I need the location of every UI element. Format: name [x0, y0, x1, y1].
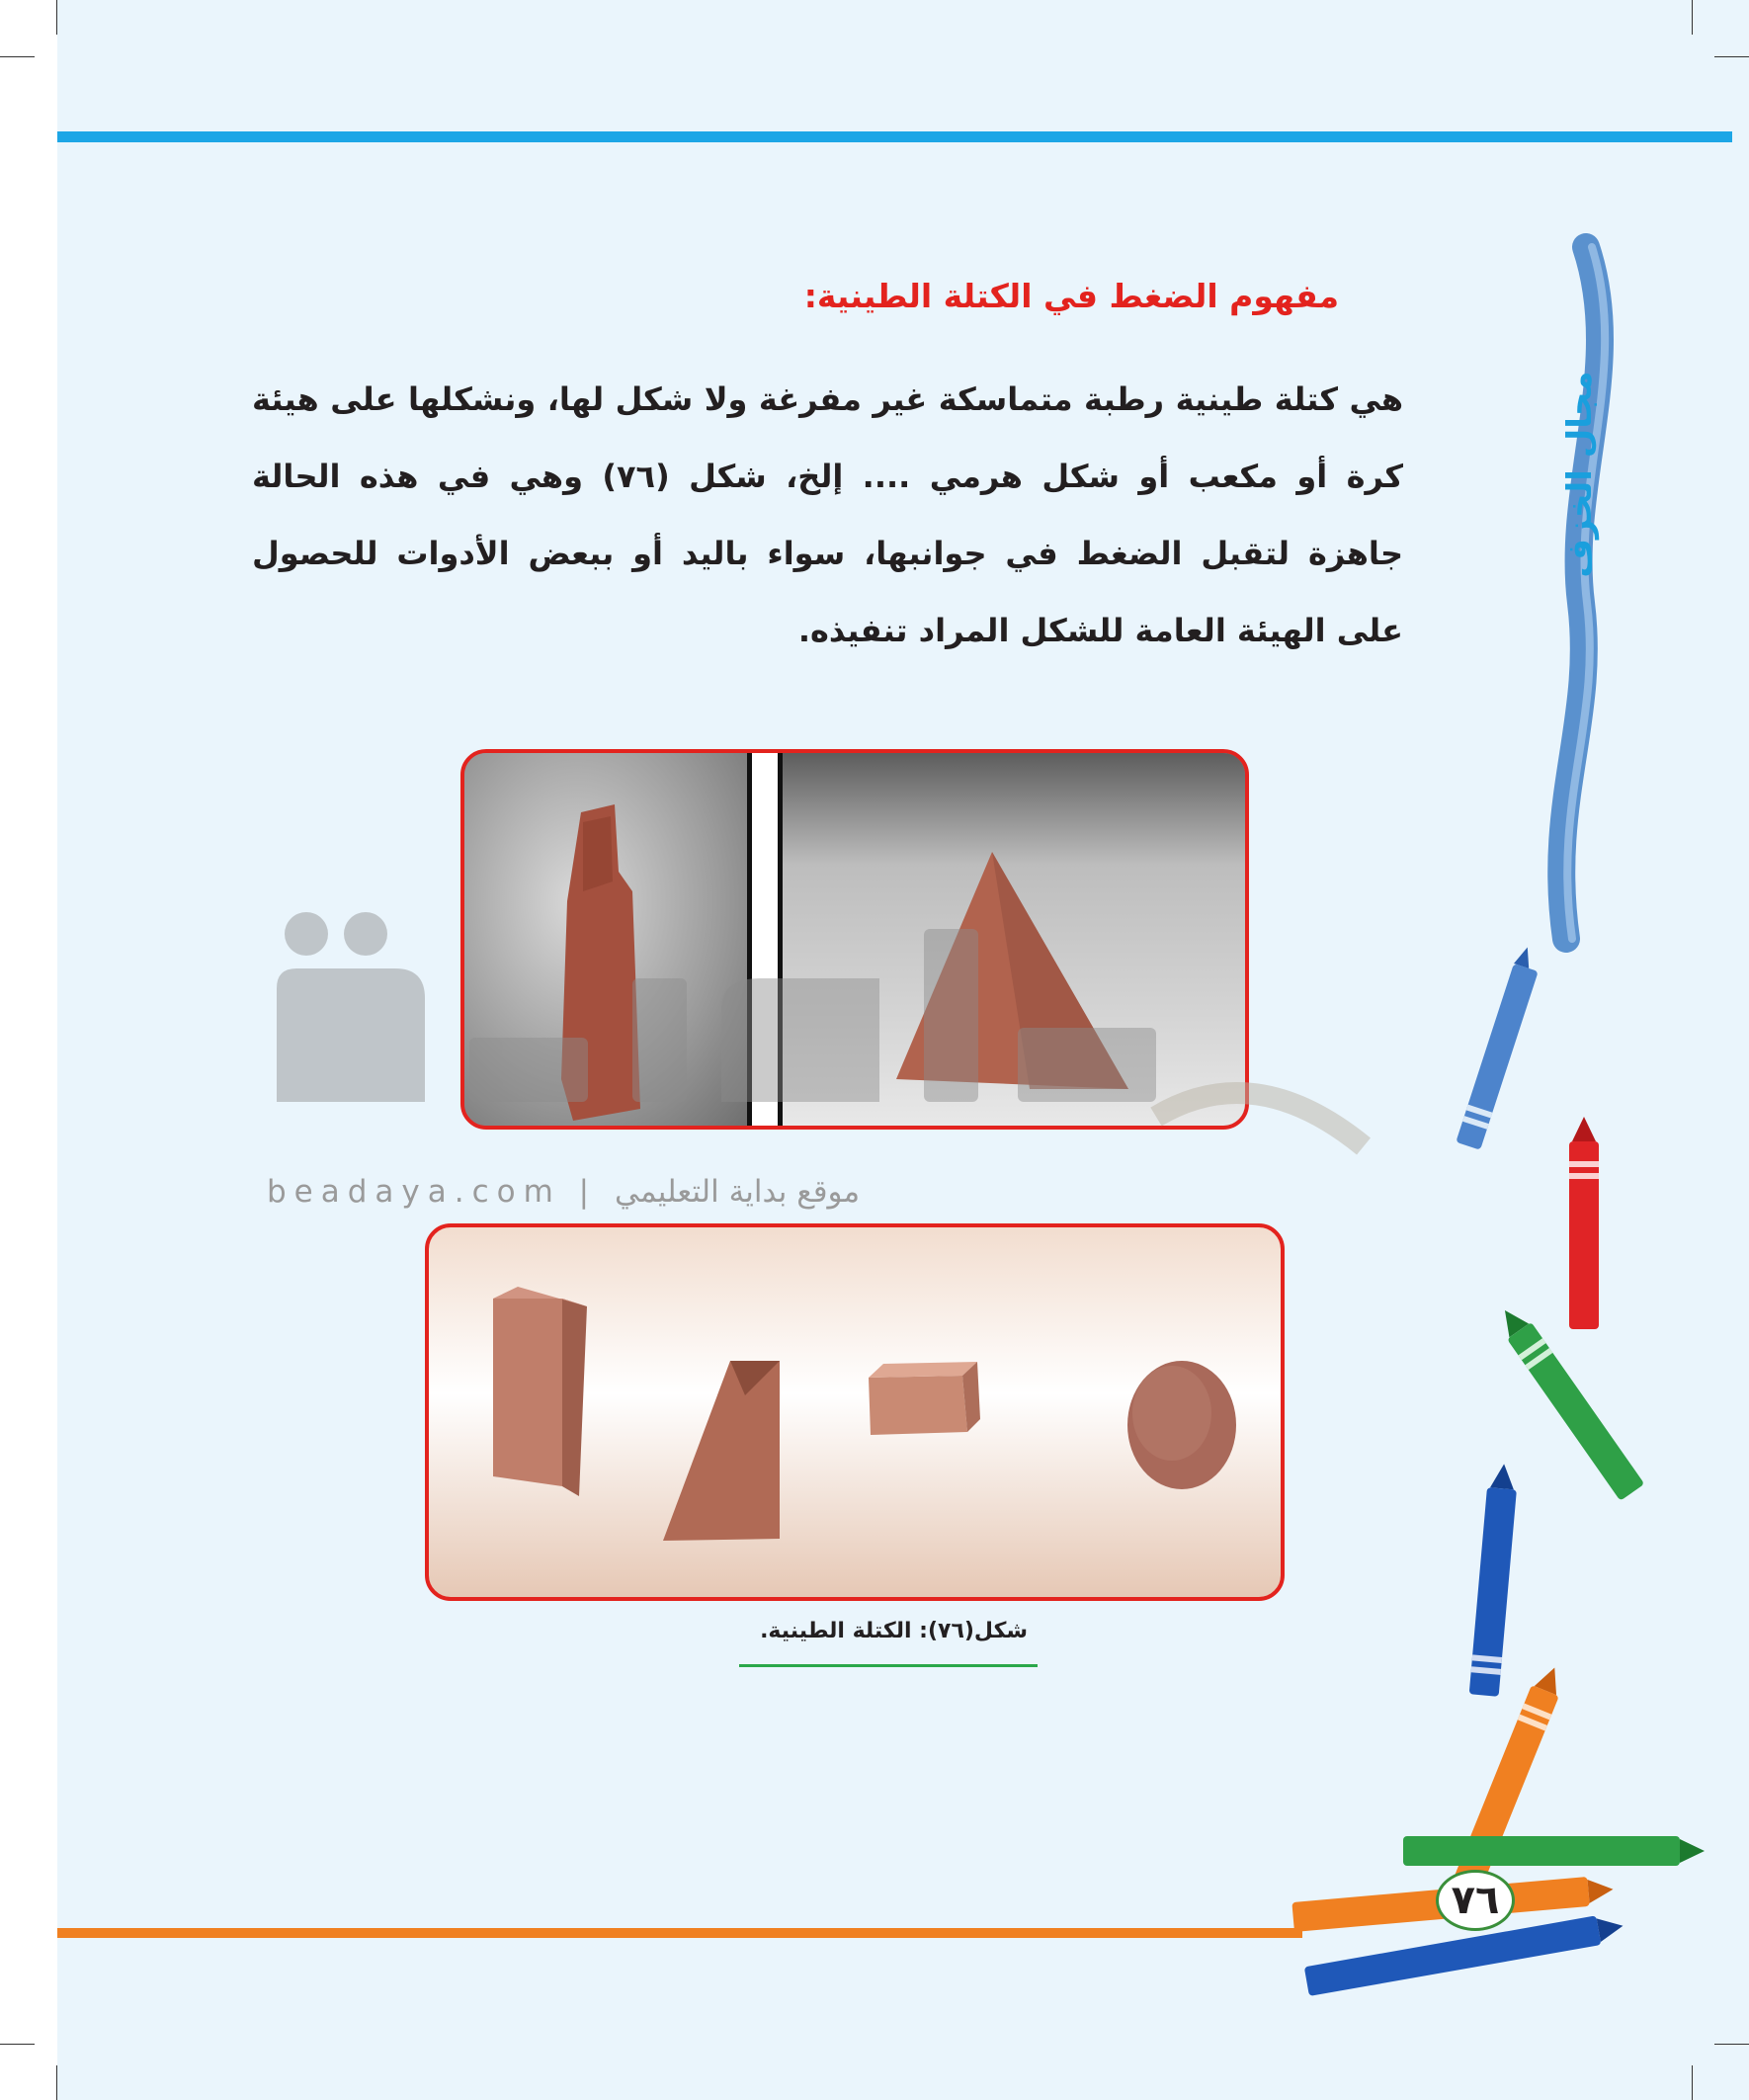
caption-underline: [739, 1664, 1038, 1667]
clay-pyramid: [663, 1361, 780, 1541]
side-label: مجال الخزف: [1560, 371, 1600, 578]
crop-mark: [56, 2065, 57, 2100]
crayon-blue-icon: [1469, 1463, 1519, 1697]
page-heading: مفهوم الضغط في الكتلة الطينية:: [803, 277, 1339, 315]
crayons-illustration: [1255, 959, 1670, 2006]
clay-prism: [493, 1287, 587, 1496]
clay-cube: [869, 1362, 980, 1435]
clay-shapes-photo: [425, 1223, 1285, 1601]
bottom-rule: [57, 1928, 1302, 1938]
crop-mark: [1714, 2044, 1749, 2045]
top-rule: [57, 131, 1732, 142]
side-swoosh: [1527, 247, 1645, 968]
body-paragraph: هي كتلة طينية رطبة متماسكة غير مفرغة ولا شكل لها، ونشكلها على هيئة كرة أو مكعب أو شكل هرمي .... إلخ، شكل (٧٦) وهي في هذه الحالة جاهزة لتقبل الضغط في جوانبها، سواء باليد أو ببعض الأدوات للحصول على الهيئة العامة للشكل المراد تنفيذه.: [252, 380, 1404, 649]
page-number: ٧٦: [1436, 1870, 1515, 1931]
figure-caption: شكل(٧٦): الكتلة الطينية.: [760, 1619, 1028, 1643]
crop-mark: [56, 0, 57, 35]
clay-sphere: [1127, 1361, 1236, 1489]
crayon-green-icon: [1403, 1836, 1705, 1866]
crop-mark: [1692, 2065, 1693, 2100]
crop-mark: [1692, 0, 1693, 35]
crop-mark: [0, 2044, 35, 2045]
crayon-red-icon: [1569, 1117, 1599, 1329]
crayon-blue-icon: [1456, 945, 1544, 1150]
crop-mark: [1714, 56, 1749, 57]
watermark-text: beadaya.com | موقع بداية التعليمي: [267, 1174, 861, 1210]
crayon-green-icon: [1493, 1302, 1645, 1501]
crop-mark: [0, 56, 35, 57]
